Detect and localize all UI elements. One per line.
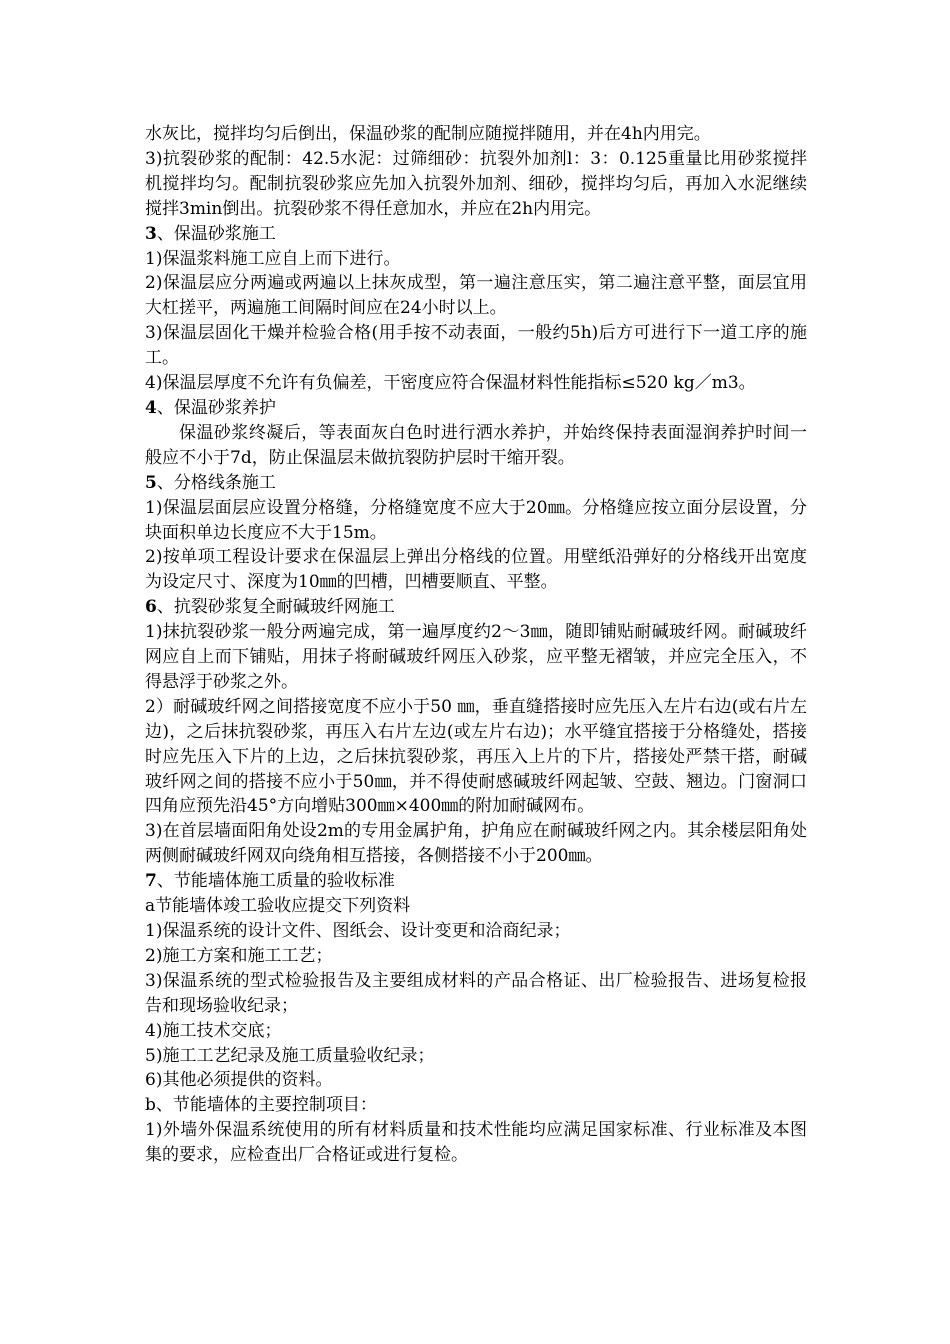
section-number: 6 [145, 597, 157, 618]
section-heading [145, 222, 807, 247]
paragraph: 1)保温浆料施工应自上而下进行。 [145, 248, 401, 269]
paragraph: 2)施工方案和施工工艺； [145, 945, 333, 966]
paragraph: 3)保温系统的型式检验报告及主要组成材料的产品合格证、出厂检验报告、进场复检报告和现场验收纪录； [145, 970, 807, 1016]
paragraph: 5)施工工艺纪录及施工质量验收纪录； [145, 1045, 435, 1066]
paragraph: 1)保温系统的设计文件、图纸会、设计变更和洽商纪录； [145, 921, 571, 941]
section-title: 、节能墙体施工质量的验收标准 [156, 871, 395, 892]
paragraph: 3)抗裂砂浆的配制：42.5水泥：过筛细砂：抗裂外加剂l：3：0.125重量比用砂浆搅拌机搅拌均匀。配制抗裂砂浆应先加入抗裂外加剂、细砂，搅拌均匀后，再加入水泥继续搅拌3min倒出。抗裂砂浆不得任意加水，并应在2h内用完。 [145, 148, 808, 219]
paragraph: a节能墙体竣工验收应提交下列资料 [145, 896, 411, 917]
paragraph: 1)外墙外保温系统使用的所有材料质量和技术性能均应满足国家标准、行业标准及本图集的要求，应检查出厂合格证或进行复检。 [145, 1120, 807, 1166]
paragraph: b、节能墙体的主要控制项目： [145, 1095, 377, 1116]
section-number: 5 [145, 472, 157, 493]
section-number: 3 [145, 223, 157, 244]
paragraph: 2）耐碱玻纤网之间搭接宽度不应小于50 ㎜，垂直缝搭接时应先压入左片右边(或右片左边)，之后抹抗裂砂浆，再压入右片左边(或左片右边)；水平缝宜搭接于分格缝处，搭接时应先压入下片的上边，之后抹抗裂砂浆，再压入上片的下片，搭接处严禁干搭，耐碱玻纤网之间的搭接不应小于50㎜，并不得使耐感碱玻纤网起皱、空鼓、翘边。门窗洞口四角应预先沿45°方向增贴300㎜×400㎜的附加耐碱网布。 [145, 696, 807, 817]
document-body [145, 122, 807, 1168]
section-heading [145, 396, 807, 421]
paragraph: 4)施工技术交底； [145, 1020, 282, 1041]
paragraph: 3)保温层固化干燥并检验合格(用手按不动表面，一般约5h)后方可进行下一道工序的施工。 [145, 323, 807, 369]
paragraph: 6)其他必须提供的资料。 [145, 1070, 333, 1091]
paragraph: 1)保温层面层应设置分格缝，分格缝宽度不应大于20㎜。分格缝应按立面分层设置，分块面积单边长度应不大于15m。 [145, 497, 807, 543]
section-title: 、抗裂砂浆复全耐碱玻纤网施工 [156, 597, 395, 618]
paragraph: 1)抹抗裂砂浆一般分两遍完成，第一遍厚度约2～3㎜，随即铺贴耐碱玻纤网。耐碱玻纤网应自上而下铺贴，用抹子将耐碱玻纤网压入砂浆，应平整无褶皱，并应完全压入，不得悬浮于砂浆之外。 [145, 622, 807, 692]
indented-paragraph: 保温砂浆终凝后，等表面灰白色时进行洒水养护，并始终保持表面湿润养护时间一般应不小于7d，防止保温层未做抗裂防护层时干缩开裂。 [145, 422, 807, 468]
section-number: 4 [145, 397, 157, 418]
section-heading [145, 471, 807, 496]
section-title: 、保温砂浆养护 [156, 397, 276, 418]
paragraph: 水灰比，搅拌均匀后倒出，保温砂浆的配制应随搅拌随用，并在4h内用完。 [145, 124, 711, 144]
paragraph: 2)保温层应分两遍或两遍以上抹灰成型，第一遍注意压实，第二遍注意平整，面层宜用大杠搓平，两遍施工间隔时间应在24小时以上。 [145, 273, 807, 319]
section-heading [145, 869, 807, 894]
section-number: 7 [145, 871, 157, 892]
paragraph: 2)按单项工程设计要求在保温层上弹出分格线的位置。用壁纸沿弹好的分格线开出宽度为设定尺寸、深度为10㎜的凹槽，凹槽要顺直、平整。 [145, 547, 807, 593]
section-title: 、分格线条施工 [156, 472, 276, 493]
section-title: 、保温砂浆施工 [156, 223, 276, 244]
paragraph: 3)在首层墙面阳角处设2m的专用金属护角，护角应在耐碱玻纤网之内。其余楼层阳角处两侧耐碱玻纤网双向绕角相互搭接，各侧搭接不小于200㎜。 [145, 821, 807, 867]
paragraph: 4)保温层厚度不允许有负偏差，干密度应符合保温材料性能指标≤520 kg／m3。 [145, 373, 756, 394]
section-heading [145, 595, 807, 620]
